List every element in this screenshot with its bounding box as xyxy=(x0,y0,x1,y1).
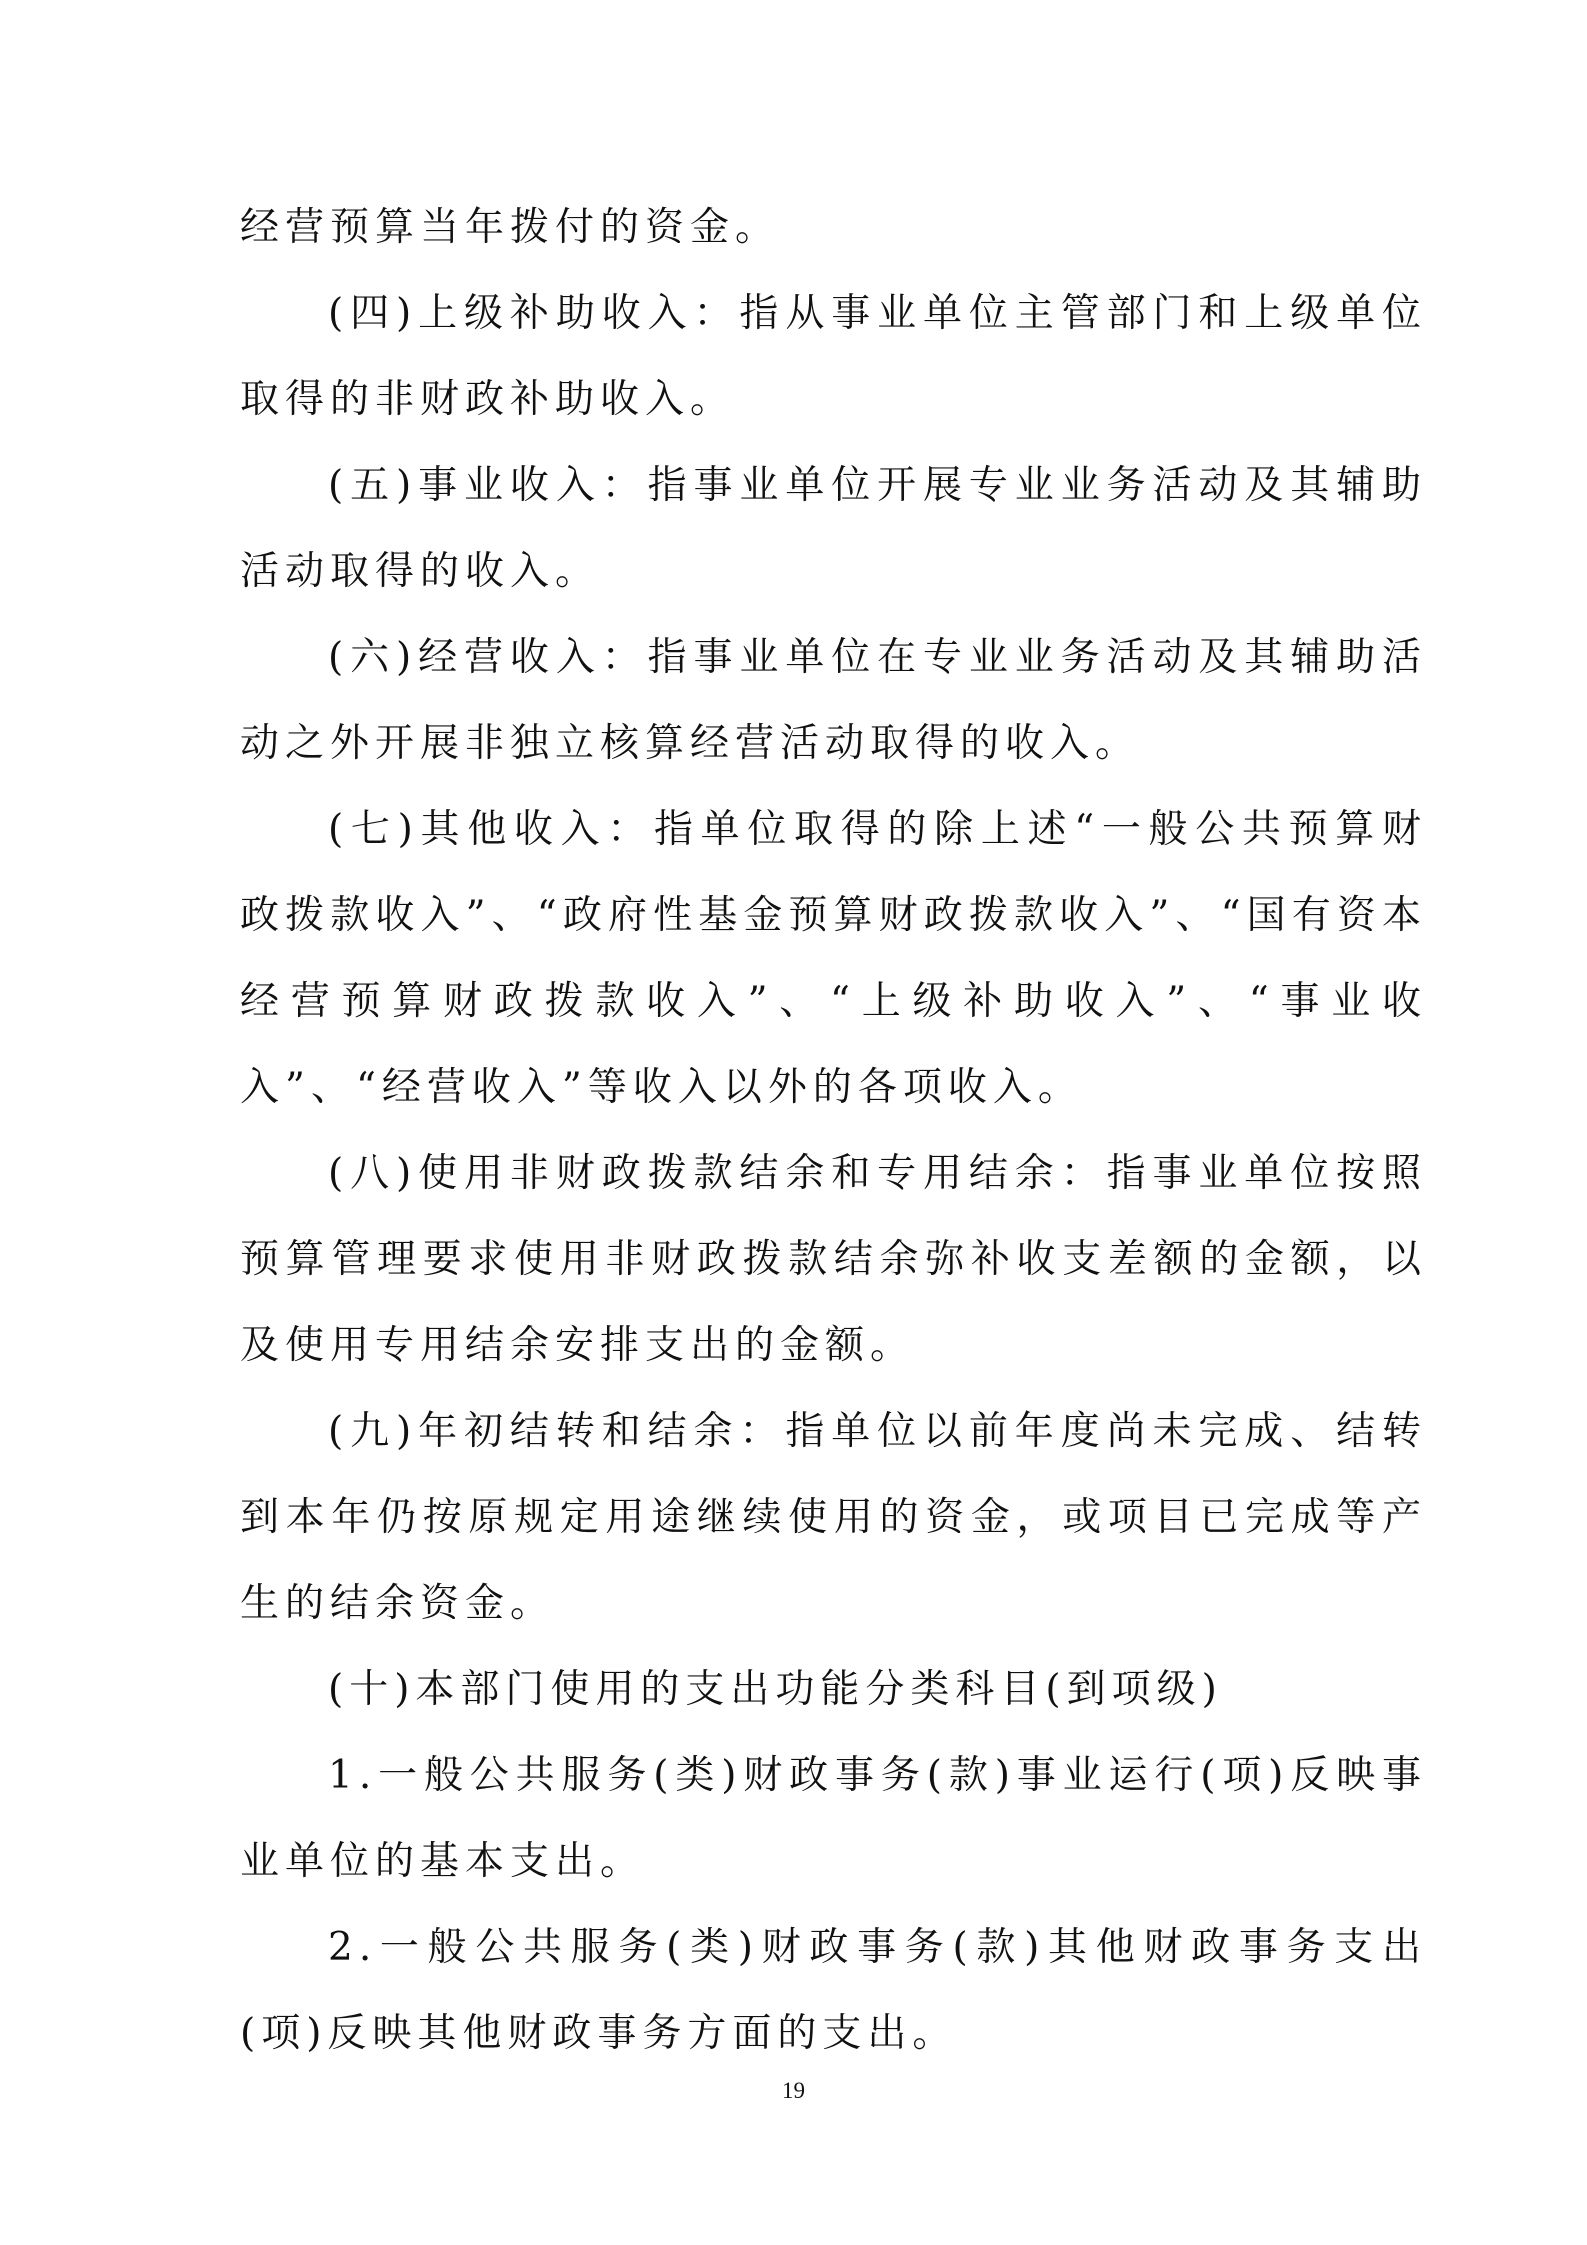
document-body xyxy=(240,185,1427,2077)
paragraph-other-income: (七)其他收入：指单位取得的除上述“一般公共预算财政拨款收入”、“政府性基金预算财政拨款收入”、“国有资本经营预算财政拨款收入”、“上级补助收入”、“事业收入”、“经营收入”等收入以外的各项收入。 xyxy=(240,807,1427,1110)
page-number: 19 xyxy=(782,2078,805,2103)
paragraph-business-income: (五)事业收入：指事业单位开展专业业务活动及其辅助活动取得的收入。 xyxy=(240,463,1427,594)
paragraph-carryover-and-surplus: (九)年初结转和结余：指单位以前年度尚未完成、结转到本年仍按原规定用途继续使用的资金，或项目已完成等产生的结余资金。 xyxy=(240,1409,1427,1626)
paragraph-use-of-surplus: (八)使用非财政拨款结余和专用结余：指事业单位按照预算管理要求使用非财政拨款结余弥补收支差额的金额，以及使用专用结余安排支出的金额。 xyxy=(240,1151,1427,1368)
paragraph-item-1: 1.一般公共服务(类)财政事务(款)事业运行(项)反映事业单位的基本支出。 xyxy=(240,1753,1427,1884)
paragraph-expenditure-classification-heading: (十)本部门使用的支出功能分类科目(到项级) xyxy=(328,1667,1223,1712)
paragraph-superior-subsidy-income: (四)上级补助收入：指从事业单位主管部门和上级单位取得的非财政补助收入。 xyxy=(240,291,1427,422)
paragraph-continuation: 经营预算当年拨付的资金。 xyxy=(240,205,781,250)
paragraph-item-2: 2.一般公共服务(类)财政事务(款)其他财政事务支出(项)反映其他财政事务方面的支出。 xyxy=(240,1925,1427,2056)
paragraph-operating-income: (六)经营收入：指事业单位在专业业务活动及其辅助活动之外开展非独立核算经营活动取得的收入。 xyxy=(240,635,1427,766)
